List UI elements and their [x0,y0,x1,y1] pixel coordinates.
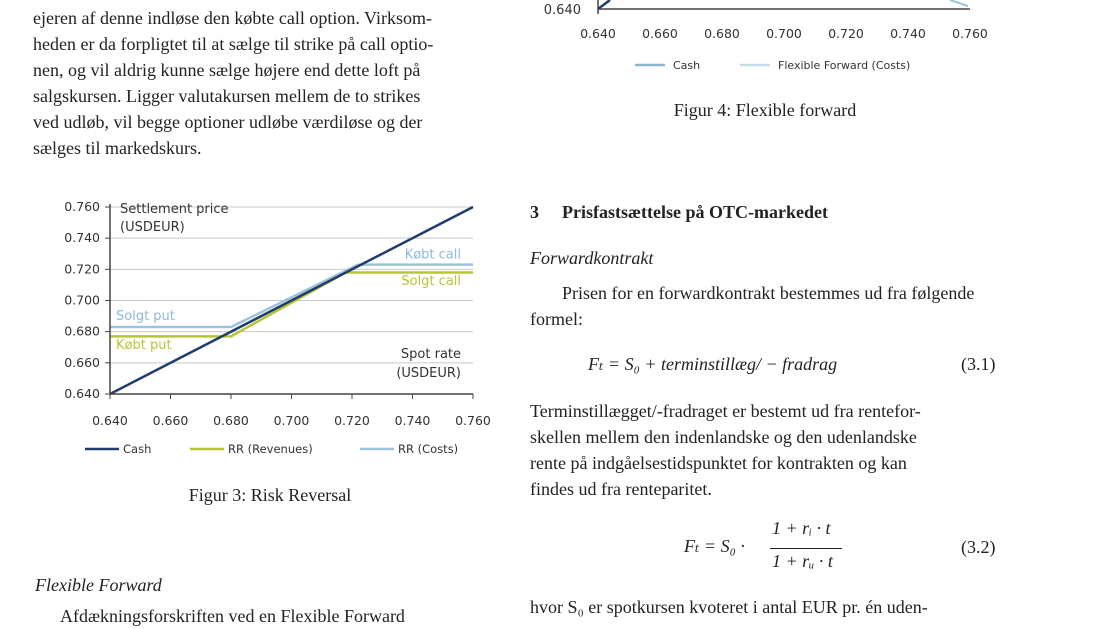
equation-3-1-number: (3.1) [961,354,996,374]
paragraph-line: salgskursen. Ligger valutakursen mellem de to strikes [33,86,421,106]
figure4-caption: Figur 4: Flexible forward [673,100,857,120]
paragraph-line: heden er da forpligtet til at sælge til strike på call optio- [33,34,434,54]
subsection-heading: Forwardkontrakt [530,248,654,268]
x-axis-label: Spot rate [400,347,461,362]
y-axis-label: Settlement price [120,202,229,217]
legend-label: RR (Revenues) [228,442,313,456]
paragraph-line: formel: [530,309,583,329]
flexible-forward-chart-svg [540,0,988,80]
x-tick-label: 0.660 [152,413,189,428]
annotation-kobt-put: Købt put [116,337,172,353]
paragraph-line: skellen mellem den indenlandske og den udenlandske [530,427,917,447]
figure3-caption: Figur 3: Risk Reversal [188,485,352,505]
annotation-kobt-call: Købt call [404,247,461,263]
cut-line: Afdækningsforskriften ved en Flexible Forward [60,606,405,626]
section-number: 3 [530,202,539,222]
y-tick-label: 0.680 [64,323,100,339]
equation-3-2-lhs: Fₜ = S₀ · [684,536,745,556]
legend-label: RR (Costs) [398,442,459,456]
x-tick-label: 0.740 [394,413,431,428]
fig4-x-tick-label: 0.720 [828,26,864,41]
y-tick-label: 0.700 [64,292,100,308]
paragraph-1 [530,280,1004,332]
y-tick-label: 0.720 [64,261,100,277]
figure4-chart [540,0,988,80]
x-tick-label: 0.760 [455,413,491,428]
annotation-solgt-put: Solgt put [116,308,175,324]
paragraph-line: rente på indgåelsestidspunktet for kontrakten og kan [530,453,907,473]
fig4-x-tick-label: 0.700 [766,26,802,41]
y-tick-label: 0.640 [64,386,100,401]
fig4-legend-cash: Cash [673,59,701,72]
fig4-ff-line [950,0,968,6]
y-axis-label-unit: (USDEUR) [120,220,185,235]
section-heading [530,202,828,223]
x-tick-label: 0.720 [334,413,370,428]
x-axis-label-unit: (USDEUR) [396,366,461,381]
fig4-x-tick-label: 0.760 [952,26,988,41]
y-tick-label: 0.660 [64,354,100,370]
fig4-x-tick-label: 0.680 [704,26,740,41]
bottom-line: hvor S₀ er spotkursen kvoteret i antal EUR pr. én uden- [530,597,928,617]
paragraph-line: ved udløb, vil begge optioner udløbe værdiløse og der [33,112,423,132]
left-top-paragraph [33,5,509,161]
paragraph-line: Prisen for en forwardkontrakt bestemmes ud fra følgende [562,283,975,303]
fig4-cash-line [598,0,610,9]
paragraph-line: Terminstillægget/-fradraget er bestemt ud fra rentefor- [530,401,921,421]
annotation-solgt-call: Solgt call [401,273,461,289]
paragraph-line: nen, og vil aldrig kunne sælge højere end dette loft på [33,60,421,80]
x-tick-label: 0.640 [92,413,128,428]
risk-reversal-chart-svg [30,192,510,472]
paragraph-line: sælges til markedskurs. [33,138,202,158]
equation-3-2-number: (3.2) [961,537,996,557]
figure3-chart [30,192,510,472]
fig4-legend-ff: Flexible Forward (Costs) [778,59,911,72]
y-tick-label: 0.760 [64,199,100,214]
y-tick-label: 0.740 [64,230,100,246]
fig4-x-tick-label: 0.660 [642,26,678,41]
x-tick-label: 0.700 [273,413,310,428]
equation-3-2-numerator: 1 + rᵢ · t [772,518,831,538]
equation-3-1: Fₜ = S₀ + terminstillæg/ − fradrag [588,354,838,374]
equation-3-2-denominator: 1 + rᵤ · t [772,551,833,571]
fig4-x-tick-label: 0.640 [580,26,616,41]
fraction-bar [770,548,842,549]
legend-label: Cash [123,442,152,456]
fig4-ytick-label: 0.640 [543,3,581,18]
paragraph-line: findes ud fra renteparitet. [530,479,712,499]
section-title: Prisfastsættelse på OTC-markedet [562,202,828,222]
fig4-x-tick-label: 0.740 [890,26,926,41]
x-tick-label: 0.680 [213,413,249,428]
subheading-flexible-forward: Flexible Forward [35,575,162,595]
paragraph-line: ejeren af denne indløse den købte call option. Virksom- [33,8,432,28]
paragraph-2 [530,398,1004,502]
